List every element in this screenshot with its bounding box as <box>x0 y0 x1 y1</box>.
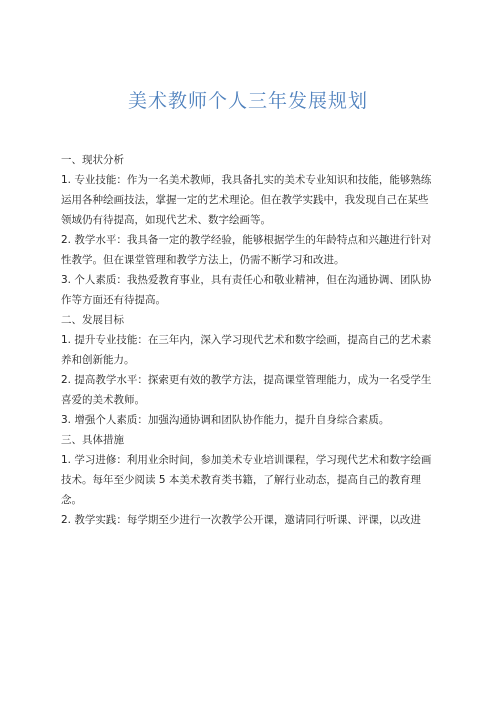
paragraph-personal-quality: 3. 个人素质：我热爱教育事业，具有责任心和敬业精神，但在沟通协调、团队协作等方面还有待提高。 <box>61 274 432 306</box>
paragraph-goal-skills: 1. 提升专业技能：在三年内，深入学习现代艺术和数字绘画，提高自己的艺术素养和创新能力。 <box>61 334 432 366</box>
section-heading-goals: 二、发展目标 <box>61 314 124 326</box>
paragraph-teaching-level: 2. 教学水平：我具备一定的教学经验，能够根据学生的年龄特点和兴趣进行针对性教学。但在课堂管理和教学方法上，仍需不断学习和改进。 <box>61 234 432 266</box>
section-heading-analysis: 一、现状分析 <box>61 154 124 166</box>
paragraph-measure-practice: 2. 教学实践：每学期至少进行一次教学公开课，邀请同行听课、评课，以改进 <box>61 514 421 526</box>
paragraph-goal-quality: 3. 增强个人素质：加强沟通协调和团队协作能力，提升自身综合素质。 <box>61 414 390 426</box>
section-heading-measures: 三、具体措施 <box>61 434 124 446</box>
paragraph-goal-teaching: 2. 提高教学水平：探索更有效的教学方法，提高课堂管理能力，成为一名受学生喜爱的美术教师。 <box>61 374 432 406</box>
document-body <box>61 150 433 530</box>
paragraph-professional-skills: 1. 专业技能：作为一名美术教师，我具备扎实的美术专业知识和技能，能够熟练运用各种绘画技法，掌握一定的艺术理论。但在教学实践中，我发现自己在某些领域仍有待提高，如现代艺术、数字绘画等。 <box>61 174 432 226</box>
document-title: 美术教师个人三年发展规划 <box>127 90 368 112</box>
paragraph-measure-study: 1. 学习进修：利用业余时间，参加美术专业培训课程，学习现代艺术和数字绘画技术。每年至少阅读 5 本美术教育类书籍，了解行业动态，提高自己的教育理念。 <box>61 454 432 506</box>
